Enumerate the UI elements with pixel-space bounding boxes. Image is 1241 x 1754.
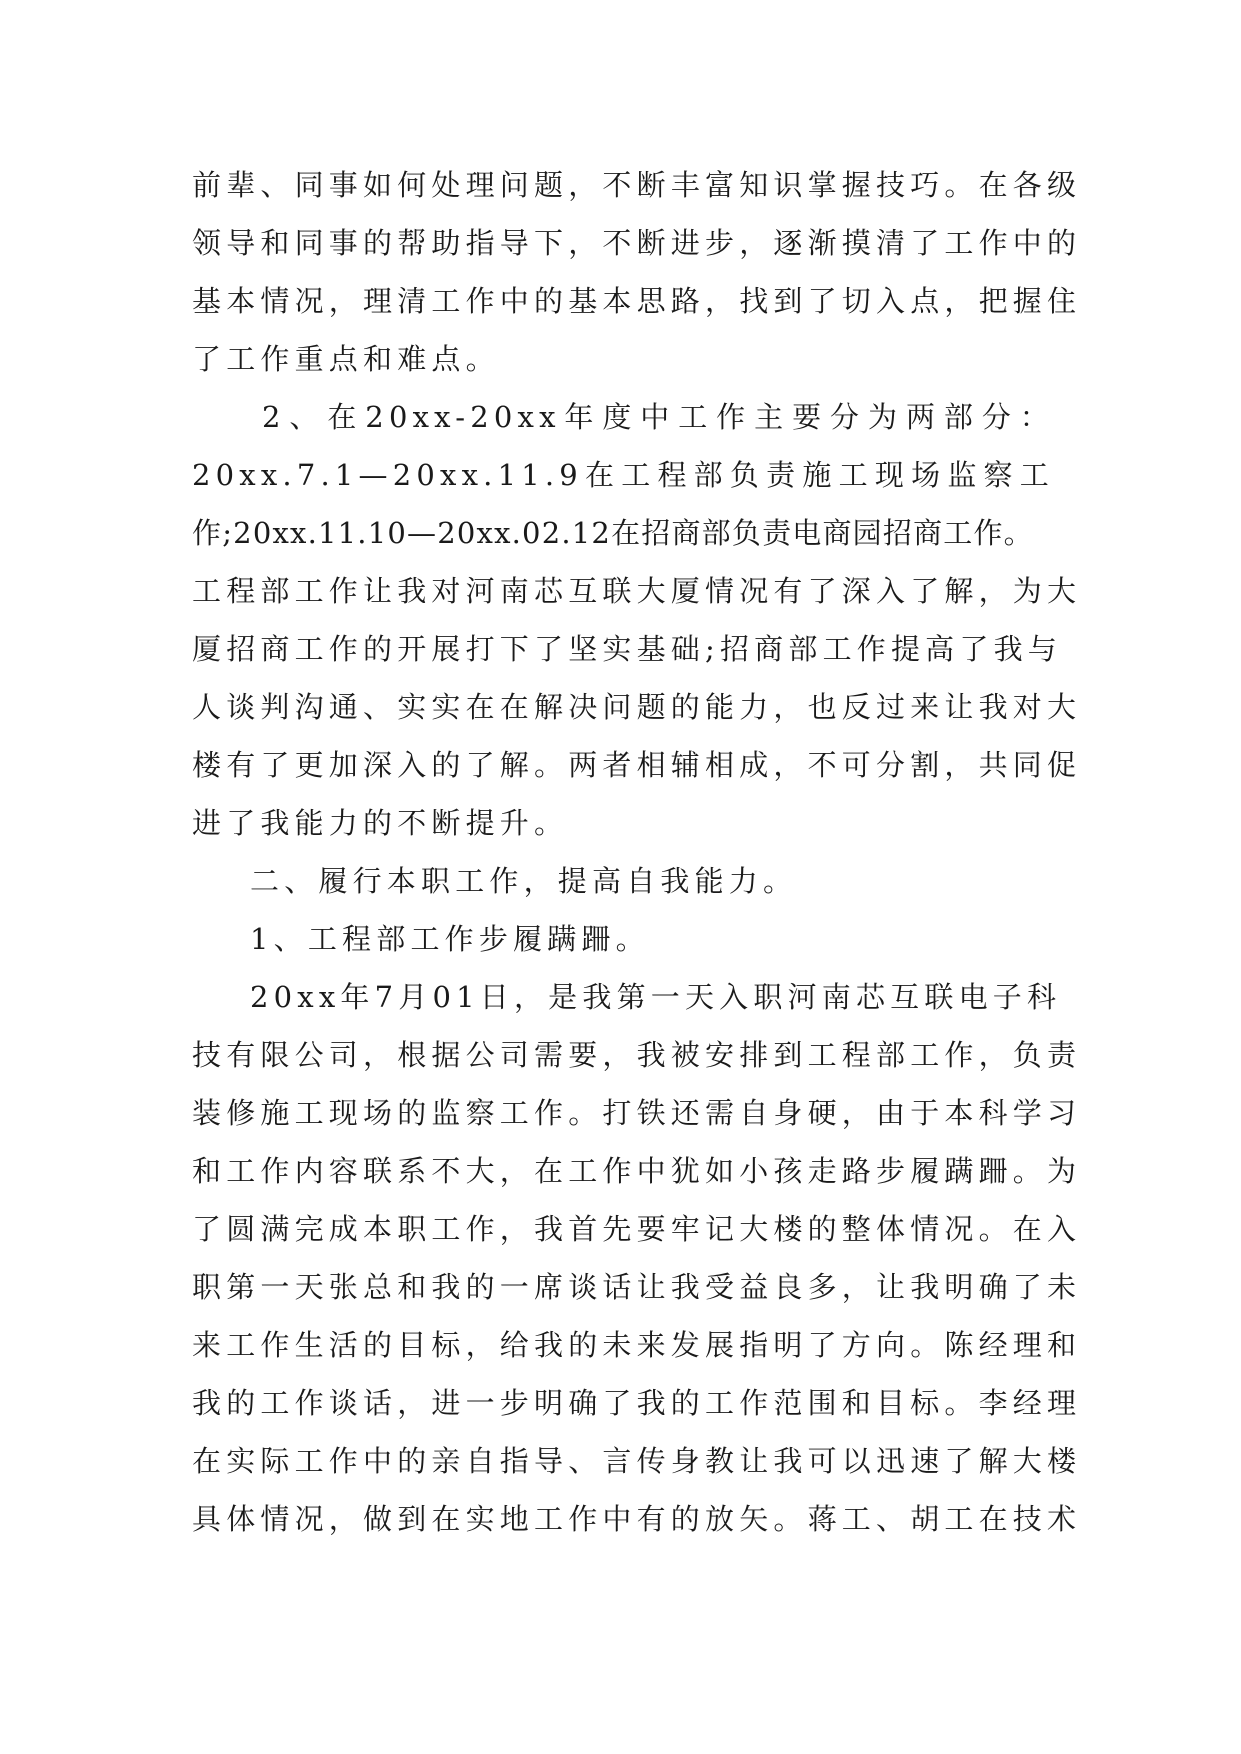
document-body bbox=[192, 156, 1082, 1548]
text-line: 了圆满完成本职工作，我首先要牢记大楼的整体情况。在入 bbox=[192, 1212, 1082, 1246]
text-line: 在实际工作中的亲自指导、言传身教让我可以迅速了解大楼 bbox=[192, 1444, 1082, 1478]
text-line: 装修施工现场的监察工作。打铁还需自身硬，由于本科学习 bbox=[192, 1096, 1082, 1130]
text-line: 领导和同事的帮助指导下，不断进步，逐渐摸清了工作中的 bbox=[192, 226, 1082, 260]
text-line: 我的工作谈话，进一步明确了我的工作范围和目标。李经理 bbox=[192, 1386, 1082, 1420]
text-line: 20xx.7.1—20xx.11.9在工程部负责施工现场监察工 bbox=[192, 458, 1054, 492]
text-line: 进了我能力的不断提升。 bbox=[192, 806, 569, 840]
subsection-heading: 1、工程部工作步履蹒跚。 bbox=[250, 922, 650, 956]
text-line: 具体情况，做到在实地工作中有的放矢。蒋工、胡工在技术 bbox=[192, 1502, 1082, 1536]
text-line: 人谈判沟通、实实在在解决问题的能力，也反过来让我对大 bbox=[192, 690, 1082, 724]
text-line: 工程部工作让我对河南芯互联大厦情况有了深入了解，为大 bbox=[192, 574, 1082, 608]
text-line: 基本情况，理清工作中的基本思路，找到了切入点，把握住 bbox=[192, 284, 1082, 318]
text-line: 技有限公司，根据公司需要，我被安排到工程部工作，负责 bbox=[192, 1038, 1082, 1072]
text-line: 了工作重点和难点。 bbox=[192, 342, 500, 376]
text-line: 厦招商工作的开展打下了坚实基础;招商部工作提高了我与 bbox=[192, 632, 1062, 666]
text-line: 和工作内容联系不大，在工作中犹如小孩走路步履蹒跚。为 bbox=[192, 1154, 1082, 1188]
text-line: 作;20xx.11.10—20xx.02.12在招商部负责电商园招商工作。 bbox=[192, 516, 1034, 550]
section-heading: 二、履行本职工作，提高自我能力。 bbox=[250, 864, 798, 898]
text-line: 20xx年7月01日，是我第一天入职河南芯互联电子科 bbox=[250, 980, 1062, 1014]
text-line: 前辈、同事如何处理问题，不断丰富知识掌握技巧。在各级 bbox=[192, 168, 1082, 202]
text-line: 楼有了更加深入的了解。两者相辅相成，不可分割，共同促 bbox=[192, 748, 1082, 782]
text-line: 2、在20xx-20xx年度中工作主要分为两部分： bbox=[262, 400, 1054, 434]
text-line: 职第一天张总和我的一席谈话让我受益良多，让我明确了未 bbox=[192, 1270, 1082, 1304]
text-line: 来工作生活的目标，给我的未来发展指明了方向。陈经理和 bbox=[192, 1328, 1082, 1362]
